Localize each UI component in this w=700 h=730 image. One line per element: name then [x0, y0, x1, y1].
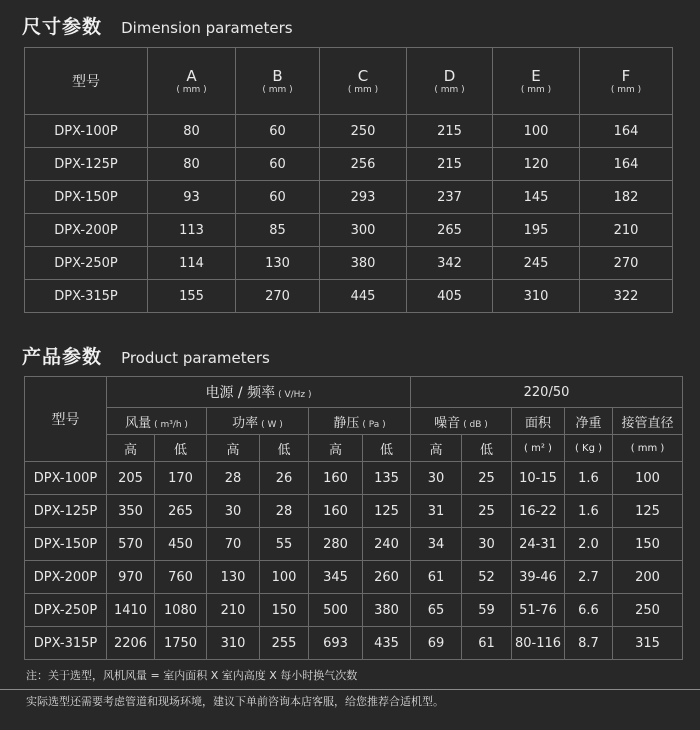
dimension-title-en: Dimension parameters: [121, 19, 293, 37]
table-cell: 125: [613, 495, 683, 528]
table-cell: 380: [363, 594, 411, 627]
product-header-row-3: [25, 435, 683, 462]
table-cell: 80-116: [512, 627, 565, 660]
table-cell: 125: [363, 495, 411, 528]
dimension-header-row: [25, 48, 673, 115]
table-cell: 300: [320, 214, 407, 247]
table-cell: 1410: [107, 594, 155, 627]
pressure-high: 高: [309, 435, 363, 462]
pipe-unit: ( mm ): [613, 435, 683, 462]
table-cell: 52: [462, 561, 512, 594]
table-cell: 1.6: [565, 495, 613, 528]
model-header: 型号: [25, 377, 107, 462]
model-cell: DPX-250P: [25, 247, 148, 280]
table-cell: 39-46: [512, 561, 565, 594]
table-cell: 113: [148, 214, 236, 247]
table-cell: 150: [260, 594, 309, 627]
table-cell: 25: [462, 495, 512, 528]
table-cell: 345: [309, 561, 363, 594]
pressure-label: 静压: [333, 415, 360, 431]
table-cell: 265: [407, 214, 493, 247]
table-cell: 322: [580, 280, 673, 313]
table-row: [25, 148, 673, 181]
table-row: [25, 495, 683, 528]
table-cell: 245: [493, 247, 580, 280]
table-cell: 250: [320, 115, 407, 148]
table-cell: 10-15: [512, 462, 565, 495]
model-cell: DPX-200P: [25, 214, 148, 247]
power-label: 功率: [232, 415, 259, 431]
table-cell: 265: [155, 495, 207, 528]
table-cell: 70: [207, 528, 260, 561]
table-cell: 80: [148, 148, 236, 181]
column-letter: B: [272, 67, 283, 85]
power-header: [207, 408, 309, 435]
column-unit: ( mm ): [176, 85, 207, 95]
product-header-row-1: [25, 377, 683, 408]
table-cell: 256: [320, 148, 407, 181]
table-cell: 6.6: [565, 594, 613, 627]
table-cell: 120: [493, 148, 580, 181]
selection-note: 注：关于选型，风机风量 = 室内面积 X 室内高度 X 每小时换气次数: [26, 669, 358, 682]
table-cell: 215: [407, 148, 493, 181]
column-unit: ( mm ): [610, 85, 642, 95]
table-row: [25, 627, 683, 660]
table-cell: 760: [155, 561, 207, 594]
table-cell: 160: [309, 462, 363, 495]
table-cell: 310: [493, 280, 580, 313]
table-cell: 693: [309, 627, 363, 660]
table-cell: 25: [462, 462, 512, 495]
power-high: 高: [207, 435, 260, 462]
noise-label: 噪音: [434, 415, 461, 431]
table-cell: 255: [260, 627, 309, 660]
table-cell: 60: [236, 148, 320, 181]
column-letter: A: [186, 67, 197, 85]
table-cell: 310: [207, 627, 260, 660]
power-frequency-unit: ( V/Hz ): [278, 390, 312, 400]
model-cell: DPX-125P: [25, 148, 148, 181]
weight-label: 净重: [565, 408, 613, 435]
table-cell: 100: [260, 561, 309, 594]
column-unit: ( mm ): [347, 85, 379, 95]
table-cell: 145: [493, 181, 580, 214]
table-cell: 51-76: [512, 594, 565, 627]
area-unit: ( m² ): [512, 435, 565, 462]
table-cell: 342: [407, 247, 493, 280]
airflow-low: 低: [155, 435, 207, 462]
column-letter: D: [443, 67, 456, 85]
table-cell: 85: [236, 214, 320, 247]
power-unit: ( W ): [261, 419, 283, 430]
table-cell: 100: [493, 115, 580, 148]
table-cell: 34: [411, 528, 462, 561]
table-cell: 28: [207, 462, 260, 495]
table-row: [25, 528, 683, 561]
column-letter: C: [357, 67, 369, 85]
column-letter: F: [621, 67, 631, 85]
product-section-title: [22, 342, 270, 369]
table-cell: 2.7: [565, 561, 613, 594]
model-cell: DPX-315P: [25, 627, 107, 660]
model-cell: DPX-250P: [25, 594, 107, 627]
table-cell: 445: [320, 280, 407, 313]
table-cell: 1.6: [565, 462, 613, 495]
table-cell: 210: [580, 214, 673, 247]
table-cell: 205: [107, 462, 155, 495]
table-cell: 435: [363, 627, 411, 660]
table-cell: 160: [309, 495, 363, 528]
table-cell: 450: [155, 528, 207, 561]
table-cell: 24-31: [512, 528, 565, 561]
power-frequency-value: 220/50: [411, 377, 683, 408]
table-cell: 315: [613, 627, 683, 660]
pressure-low: 低: [363, 435, 411, 462]
table-cell: 210: [207, 594, 260, 627]
table-cell: 182: [580, 181, 673, 214]
product-title-cn: 产品参数: [22, 346, 103, 368]
product-table: [24, 376, 683, 660]
table-cell: 380: [320, 247, 407, 280]
table-cell: 65: [411, 594, 462, 627]
table-cell: 293: [320, 181, 407, 214]
table-row: [25, 594, 683, 627]
table-cell: 164: [580, 115, 673, 148]
noise-low: 低: [462, 435, 512, 462]
dimension-table: [24, 47, 673, 313]
table-cell: 250: [613, 594, 683, 627]
table-cell: 240: [363, 528, 411, 561]
dimension-column-header: [320, 48, 407, 115]
table-cell: 500: [309, 594, 363, 627]
table-cell: 2.0: [565, 528, 613, 561]
power-frequency-header: [107, 377, 411, 408]
pressure-header: [309, 408, 411, 435]
pipe-label: 接管直径: [613, 408, 683, 435]
airflow-label: 风量: [125, 415, 152, 431]
table-cell: 130: [207, 561, 260, 594]
airflow-high: 高: [107, 435, 155, 462]
weight-unit: ( Kg ): [565, 435, 613, 462]
table-cell: 30: [462, 528, 512, 561]
table-cell: 570: [107, 528, 155, 561]
model-cell: DPX-315P: [25, 280, 148, 313]
table-cell: 60: [236, 181, 320, 214]
table-cell: 200: [613, 561, 683, 594]
noise-unit: ( dB ): [463, 419, 488, 430]
column-unit: ( mm ): [520, 85, 552, 95]
product-header-row-2: [25, 408, 683, 435]
divider: [0, 689, 700, 690]
model-header: 型号: [25, 48, 148, 115]
table-cell: 237: [407, 181, 493, 214]
table-cell: 31: [411, 495, 462, 528]
table-cell: 8.7: [565, 627, 613, 660]
table-cell: 60: [236, 115, 320, 148]
table-cell: 100: [613, 462, 683, 495]
table-row: [25, 247, 673, 280]
table-cell: 30: [207, 495, 260, 528]
table-cell: 195: [493, 214, 580, 247]
dimension-column-header: [493, 48, 580, 115]
table-cell: 55: [260, 528, 309, 561]
table-cell: 350: [107, 495, 155, 528]
dimension-section-title: [22, 12, 293, 39]
table-cell: 150: [613, 528, 683, 561]
table-cell: 28: [260, 495, 309, 528]
table-cell: 135: [363, 462, 411, 495]
dimension-column-header: [407, 48, 493, 115]
model-cell: DPX-100P: [25, 462, 107, 495]
model-cell: DPX-150P: [25, 181, 148, 214]
table-cell: 1080: [155, 594, 207, 627]
table-cell: 2206: [107, 627, 155, 660]
table-cell: 405: [407, 280, 493, 313]
power-low: 低: [260, 435, 309, 462]
table-row: [25, 462, 683, 495]
table-cell: 26: [260, 462, 309, 495]
airflow-unit: ( m³/h ): [154, 419, 188, 430]
column-unit: ( mm ): [262, 85, 293, 95]
pressure-unit: ( Pa ): [362, 419, 386, 430]
model-cell: DPX-150P: [25, 528, 107, 561]
column-letter: E: [531, 67, 541, 85]
column-unit: ( mm ): [434, 85, 465, 95]
table-cell: 16-22: [512, 495, 565, 528]
noise-high: 高: [411, 435, 462, 462]
noise-header: [411, 408, 512, 435]
model-cell: DPX-125P: [25, 495, 107, 528]
table-cell: 93: [148, 181, 236, 214]
table-cell: 80: [148, 115, 236, 148]
table-cell: 270: [236, 280, 320, 313]
table-row: [25, 280, 673, 313]
table-cell: 270: [580, 247, 673, 280]
table-cell: 164: [580, 148, 673, 181]
table-cell: 260: [363, 561, 411, 594]
table-cell: 69: [411, 627, 462, 660]
power-frequency-label: 电源 / 频率: [205, 385, 276, 401]
table-row: [25, 561, 683, 594]
table-cell: 30: [411, 462, 462, 495]
model-cell: DPX-100P: [25, 115, 148, 148]
table-cell: 170: [155, 462, 207, 495]
table-row: [25, 115, 673, 148]
table-cell: 1750: [155, 627, 207, 660]
table-cell: 61: [462, 627, 512, 660]
table-cell: 155: [148, 280, 236, 313]
table-row: [25, 181, 673, 214]
airflow-header: [107, 408, 207, 435]
table-cell: 61: [411, 561, 462, 594]
table-cell: 59: [462, 594, 512, 627]
table-cell: 130: [236, 247, 320, 280]
area-label: 面积: [512, 408, 565, 435]
selection-advice: 实际选型还需要考虑管道和现场环境，建议下单前咨询本店客服，给您推荐合适机型。: [26, 695, 444, 708]
product-title-en: Product parameters: [121, 349, 270, 367]
table-cell: 215: [407, 115, 493, 148]
table-row: [25, 214, 673, 247]
table-cell: 970: [107, 561, 155, 594]
table-cell: 114: [148, 247, 236, 280]
dimension-title-cn: 尺寸参数: [22, 16, 103, 38]
dimension-column-header: [580, 48, 673, 115]
dimension-column-header: [148, 48, 236, 115]
model-cell: DPX-200P: [25, 561, 107, 594]
table-cell: 280: [309, 528, 363, 561]
dimension-column-header: [236, 48, 320, 115]
